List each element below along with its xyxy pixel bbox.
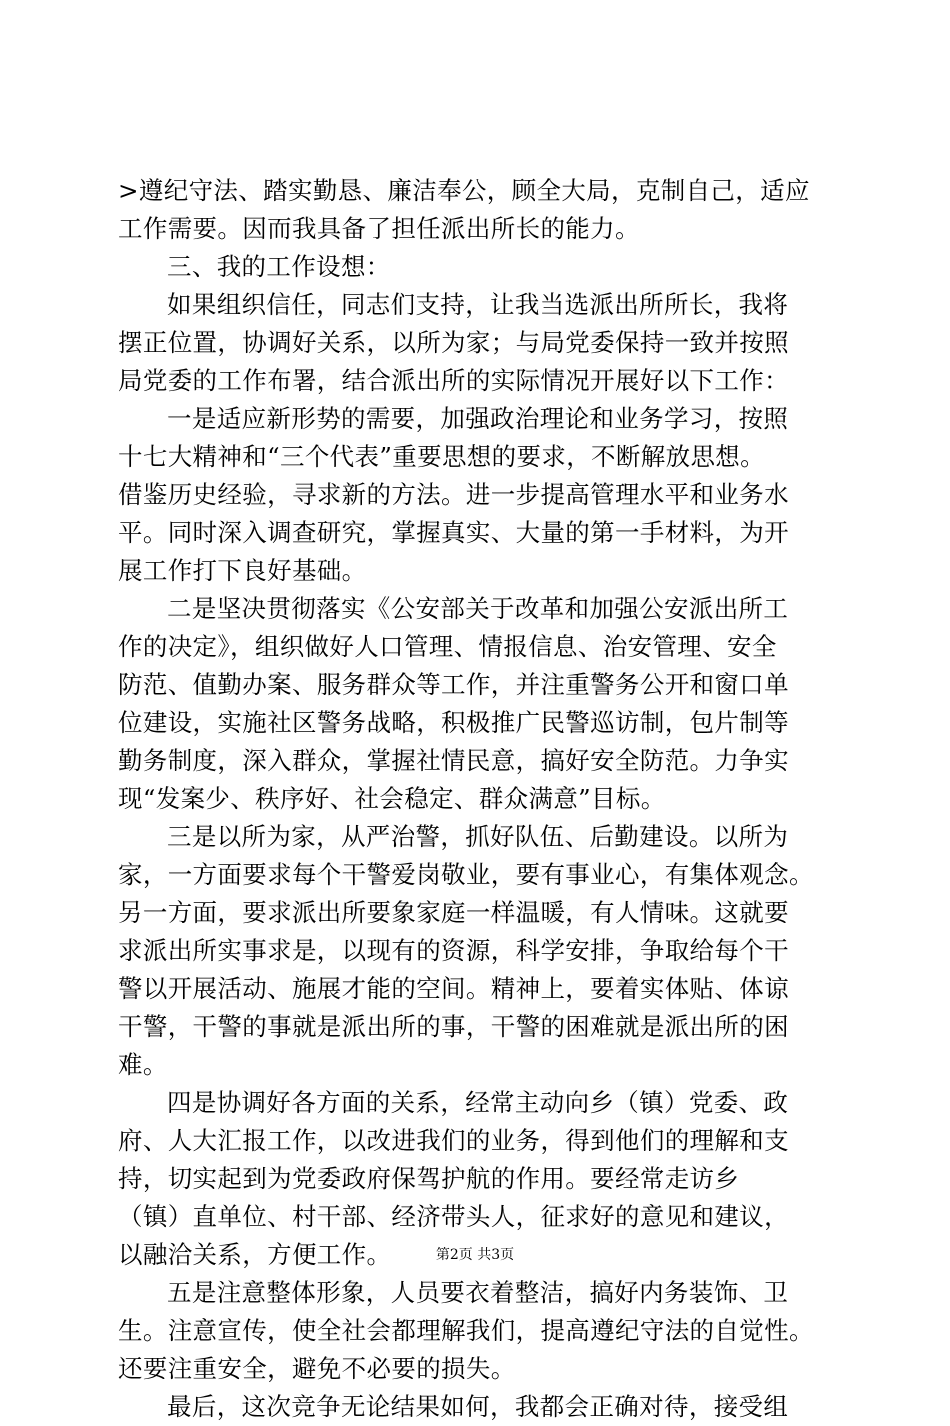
text-line: 还要注重安全，避免不必要的损失。 [118,1354,516,1383]
text-line: 一是适应新形势的需要，加强政治理论和业务学习，按照 [167,404,789,433]
text-line: 五是注意整体形象，人员要衣着整洁，搞好内务装饰、卫 [167,1278,789,1307]
text-line: 府、人大汇报工作，以改进我们的业务，得到他们的理解和支 [118,1126,789,1155]
text-line: 求派出所实事求是，以现有的资源，科学安排，争取给每个干 [118,936,789,965]
text-line: 最后，这次竞争无论结果如何，我都会正确对待，接受组 [167,1392,789,1421]
text-line: 家，一方面要求每个干警爱岗敬业，要有事业心，有集体观念。 [118,860,814,889]
text-line: 生。注意宣传，使全社会都理解我们，提高遵纪守法的自觉性。 [118,1316,814,1345]
text-line: 持，切实起到为党委政府保驾护航的作用。要经常走访乡 [118,1164,740,1193]
document-body [118,172,838,1426]
text-line: 警以开展活动、施展才能的空间。精神上，要着实体贴、体谅 [118,974,789,1003]
text-line: 工作需要。因而我具备了担任派出所长的能力。 [118,214,640,243]
page-footer [0,1244,950,1264]
text-line: 借鉴历史经验，寻求新的方法。进一步提高管理水平和业务水 [118,480,789,509]
text-line: 十七大精神和“三个代表”重要思想的要求，不断解放思想。 [118,442,765,471]
page-number: 第2页 共3页 [435,1247,515,1263]
text-line: 位建设，实施社区警务战略，积极推广民警巡访制，包片制等 [118,708,789,737]
text-line: 展工作打下良好基础。 [118,556,367,585]
text-line: 平。同时深入调查研究，掌握真实、大量的第一手材料，为开 [118,518,789,547]
text-line: 勤务制度，深入群众，掌握社情民意，搞好安全防范。力争实 [118,746,789,775]
text-line: 四是协调好各方面的关系，经常主动向乡（镇）党委、政 [167,1088,789,1117]
section-heading: 三、我的工作设想： [167,252,391,281]
text-line: 难。 [118,1050,168,1079]
text-line: 以融洽关系，方便工作。 [118,1240,392,1269]
text-line: 摆正位置，协调好关系，以所为家；与局党委保持一致并按照 [118,328,789,357]
text-line: 二是坚决贯彻落实《公安部关于改革和加强公安派出所工 [167,594,789,623]
text-line: 局党委的工作布署，结合派出所的实际情况开展好以下工作： [118,366,789,395]
text-line: 另一方面，要求派出所要象家庭一样温暖，有人情味。这就要 [118,898,789,927]
text-line: （镇）直单位、村干部、经济带头人，征求好的意见和建议， [118,1202,789,1231]
text-line: 如果组织信任，同志们支持，让我当选派出所所长，我将 [167,290,789,319]
text-line: 现“发案少、秩序好、社会稳定、群众满意”目标。 [118,784,666,813]
text-line: >遵纪守法、踏实勤恳、廉洁奉公，顾全大局，克制自己，适应 [118,176,810,205]
text-line: 防范、值勤办案、服务群众等工作，并注重警务公开和窗口单 [118,670,789,699]
text-line: 作的决定》，组织做好人口管理、情报信息、治安管理、安全 [118,632,777,661]
text-line: 干警，干警的事就是派出所的事，干警的困难就是派出所的困 [118,1012,789,1041]
text-line: 三是以所为家，从严治警，抓好队伍、后勤建设。以所为 [167,822,789,851]
